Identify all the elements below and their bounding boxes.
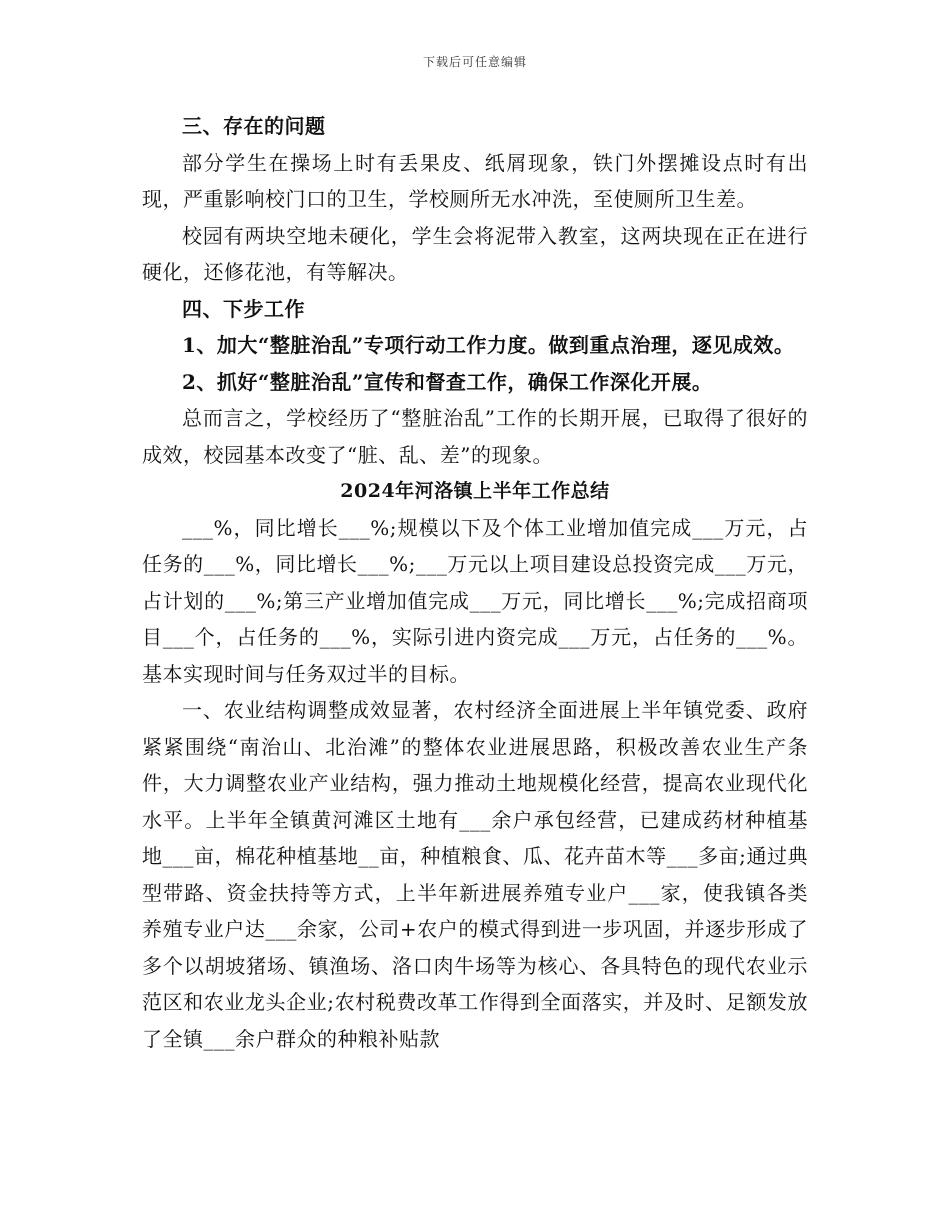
document-body — [142, 108, 808, 1057]
page-header: 下载后可任意编辑 — [422, 55, 527, 69]
paragraph: 校园有两块空地未硬化，学生会将泥带入教室，这两块现在正在进行硬化，还修花池，有等解决。 — [142, 223, 808, 284]
section-heading-problems: 三、存在的问题 — [182, 114, 326, 138]
paragraph: ___%，同比增长___%;规模以下及个体工业增加值完成___万元，占任务的___%，同比增长___%;___万元以上项目建设总投资完成___万元，占计划的___%;第三产业增加值完成___万元，同比增长___%;完成招商项目___个，占任务的___%，实际引进内资完成___万元，占任务的___%。基本实现时间与任务双过半的目标。 — [142, 515, 808, 686]
paragraph: 总而言之，学校经历了“整脏治乱”工作的长期开展，已取得了很好的成效，校园基本改变了“脏、乱、差”的现象。 — [142, 406, 808, 467]
list-item: 2、抓好“整脏治乱”宣传和督查工作，确保工作深化开展。 — [182, 369, 713, 394]
section-heading-next-steps: 四、下步工作 — [182, 296, 305, 321]
paragraph: 部分学生在操场上时有丢果皮、纸屑现象，铁门外摆摊设点时有出现，严重影响校门口的卫生，学校厕所无水冲洗，至使厕所卫生差。 — [142, 150, 808, 211]
list-item: 1、加大“整脏治乱”专项行动工作力度。做到重点治理，逐见成效。 — [182, 333, 795, 357]
document-title: 2024年河洛镇上半年工作总结 — [340, 480, 610, 502]
paragraph: 一、农业结构调整成效显著，农村经济全面进展上半年镇党委、政府紧紧围绕“南治山、北治滩”的整体农业进展思路，积极改善农业生产条件，大力调整农业产业结构，强力推动土地规模化经营，提高农业现代化水平。上半年全镇黄河滩区土地有___余户承包经营，已建成药材种植基地___亩，棉花种植基地__亩，种植粮食、瓜、花卉苗木等___多亩;通过典型带路、资金扶持等方式，上半年新进展养殖专业户___家，使我镇各类养殖专业户达___余家，公司+农户的模式得到进一步巩固，并逐步形成了多个以胡坡猪场、镇渔场、洛口肉牛场等为核心、各具特色的现代农业示范区和农业龙头企业;农村税费改革工作得到全面落实，并及时、足额发放了全镇___余户群众的种粮补贴款 — [142, 698, 808, 1051]
